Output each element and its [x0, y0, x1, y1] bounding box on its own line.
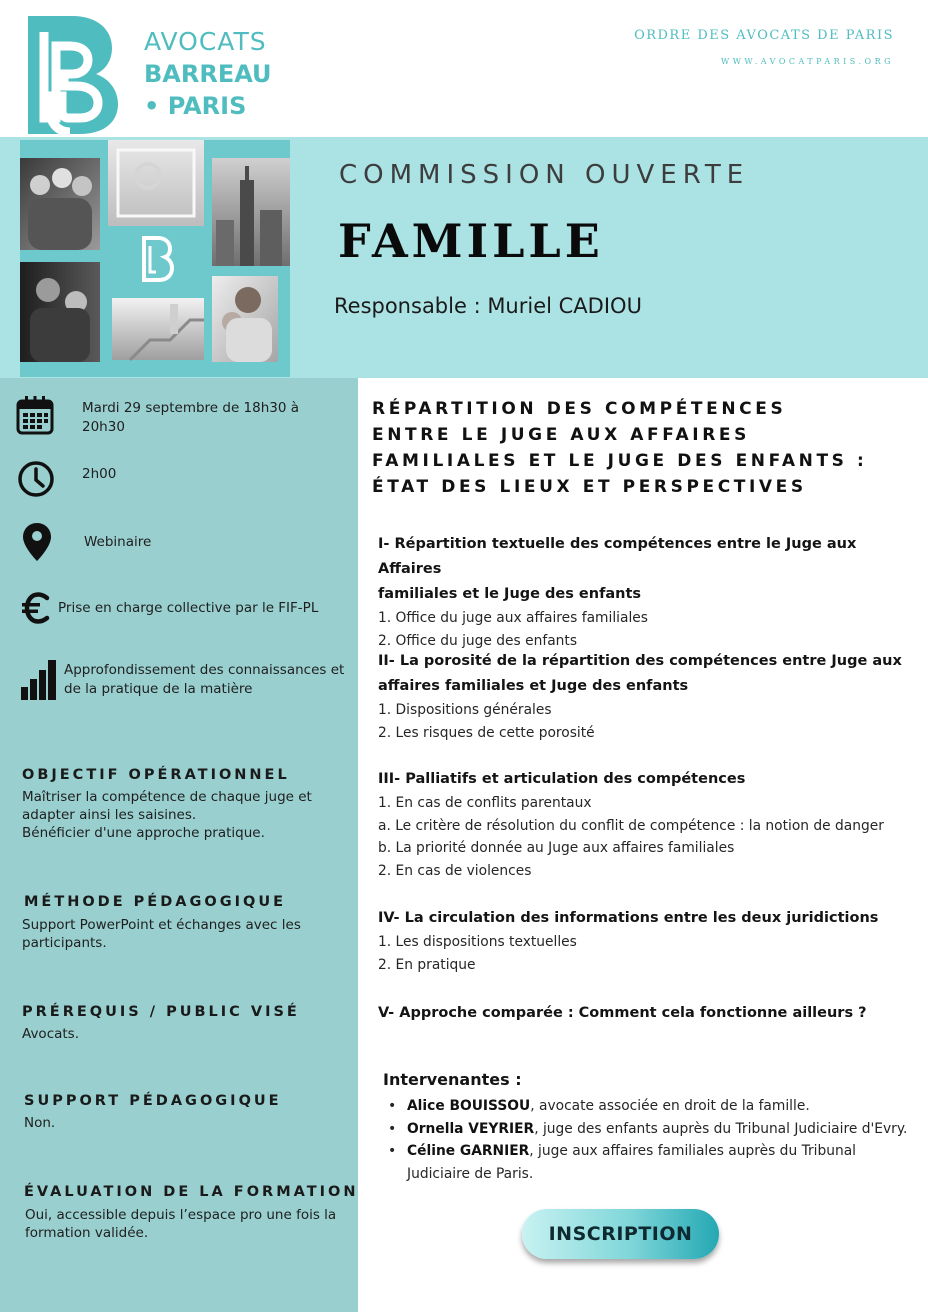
- logo-line-barreau: BARREAU: [144, 60, 272, 88]
- date-line1: Mardi 29 septembre de 18h30 à: [82, 400, 300, 416]
- responsable-label: Responsable : Muriel CADIOU: [334, 294, 642, 318]
- part-heading: IV- La circulation des informations entre les deux juridictions: [378, 910, 879, 926]
- part-heading: II- La porosité de la répartition des compétences entre Juge aux: [378, 653, 902, 669]
- calendar-icon: [16, 395, 54, 435]
- objectif-line: Maîtriser la compétence de chaque juge et: [22, 789, 312, 805]
- methode-title: MÉTHODE PÉDAGOGIQUE: [24, 894, 286, 910]
- level-info: [64, 661, 344, 699]
- part-item: 1. En cas de conflits parentaux: [378, 795, 592, 811]
- prerequis-body: [22, 1025, 79, 1043]
- list-item: [388, 1118, 913, 1141]
- euro-icon: [22, 592, 52, 624]
- program-part-2: [378, 649, 913, 744]
- intervenantes-list: [388, 1095, 913, 1185]
- support-title: SUPPORT PÉDAGOGIQUE: [24, 1093, 282, 1109]
- evaluation-line: Oui, accessible depuis l’espace pro une fois la: [25, 1207, 337, 1223]
- objectif-line: Bénéficier d'une approche pratique.: [22, 825, 265, 841]
- part-heading: familiales et le Juge des enfants: [378, 586, 642, 602]
- sidebar: [0, 378, 358, 1312]
- list-item: [388, 1140, 913, 1185]
- funding-info: Prise en charge collective par le FIF-PL: [58, 600, 319, 616]
- website-link[interactable]: WWW.AVOCATPARIS.ORG: [720, 57, 894, 66]
- program-title-line: RÉPARTITION DES COMPÉTENCES: [372, 399, 787, 419]
- prerequis-title: PRÉREQUIS / PUBLIC VISÉ: [22, 1004, 300, 1020]
- prerequis-line: Avocats.: [22, 1026, 80, 1042]
- date-line2: 20h30: [82, 419, 125, 435]
- collage-b-logo-icon: [144, 238, 172, 280]
- program-title: [372, 396, 892, 500]
- program-title-line: ÉTAT DES LIEUX ET PERSPECTIVES: [372, 477, 807, 497]
- ordre-header: [634, 28, 894, 66]
- support-line: Non.: [24, 1115, 56, 1131]
- speaker-name: Ornella VEYRIER: [407, 1120, 535, 1137]
- list-item: [388, 1095, 913, 1118]
- part-item: 2. Office du juge des enfants: [378, 632, 578, 649]
- evaluation-line: formation validée.: [25, 1225, 149, 1241]
- program-part-3: [378, 767, 913, 882]
- speaker-name: Céline GARNIER: [407, 1143, 530, 1159]
- program-title-line: FAMILIALES ET LE JUGE DES ENFANTS :: [372, 451, 868, 471]
- part-item: 1. Office du juge aux affaires familiales: [378, 610, 648, 626]
- speaker-desc: , juge des enfants auprès du Tribunal Judiciaire d'Evry.: [534, 1120, 908, 1137]
- methode-body: [22, 916, 301, 952]
- objectif-body: [22, 788, 312, 842]
- ordre-name: ORDRE DES AVOCATS DE PARIS: [634, 28, 894, 43]
- location-info: Webinaire: [84, 534, 152, 550]
- level-line2: de la pratique de la matière: [64, 681, 253, 697]
- part-item: 1. Les dispositions textuelles: [378, 934, 577, 950]
- part-item: 1. Dispositions générales: [378, 702, 552, 718]
- part-item: 2. Les risques de cette porosité: [378, 724, 595, 741]
- part-heading: III- Palliatifs et articulation des compétences: [378, 771, 746, 787]
- logo-line-paris: • PARIS: [144, 92, 247, 120]
- part-heading: affaires familiales et Juge des enfants: [378, 678, 689, 694]
- b-logo-icon: [28, 16, 118, 134]
- evaluation-title: ÉVALUATION DE LA FORMATION: [24, 1184, 359, 1200]
- logo-line-avocats: AVOCATS: [144, 27, 267, 56]
- objectif-line: adapter ainsi les saisines.: [22, 807, 197, 823]
- part-item: 2. En pratique: [378, 956, 476, 973]
- support-body: [24, 1114, 55, 1132]
- program-part-4: [378, 906, 913, 976]
- part-item: a. Le critère de résolution du conflit de compétence : la notion de danger: [378, 817, 884, 834]
- part-item: 2. En cas de violences: [378, 862, 532, 879]
- intervenantes-title: Intervenantes :: [383, 1070, 522, 1089]
- program-part-5: [378, 1001, 913, 1026]
- inscription-button[interactable]: INSCRIPTION: [522, 1209, 719, 1259]
- program-part-1: [378, 532, 913, 652]
- evaluation-body: [25, 1206, 336, 1242]
- speaker-name: Alice BOUISSOU: [407, 1098, 531, 1114]
- speaker-desc: , avocate associée en droit de la famille.: [530, 1098, 810, 1114]
- part-heading: V- Approche comparée : Comment cela fonctionne ailleurs ?: [378, 1005, 867, 1021]
- clock-icon: [17, 460, 55, 498]
- commission-label: COMMISSION OUVERTE: [339, 160, 750, 190]
- methode-line: Support PowerPoint et échanges avec les: [22, 917, 301, 933]
- page-title: FAMILLE: [338, 214, 604, 268]
- part-heading: I- Répartition textuelle des compétences entre le Juge aux Affaires: [378, 536, 857, 577]
- duration-info: 2h00: [82, 466, 117, 482]
- location-pin-icon: [22, 522, 52, 562]
- level-line1: Approfondissement des connaissances et: [64, 662, 345, 678]
- logo-wordmark: [144, 26, 272, 122]
- speaker-desc: , juge aux affaires familiales auprès du Tribunal Judiciaire de Paris.: [407, 1143, 857, 1182]
- methode-line: participants.: [22, 935, 107, 951]
- photo-collage: [20, 140, 290, 377]
- program-title-line: ENTRE LE JUGE AUX AFFAIRES: [372, 425, 750, 445]
- collage-photos: [20, 140, 290, 377]
- objectif-title: OBJECTIF OPÉRATIONNEL: [22, 767, 290, 783]
- bar-chart-icon: [20, 657, 58, 701]
- part-item: b. La priorité donnée au Juge aux affaires familiales: [378, 840, 735, 856]
- date-info: [82, 399, 299, 437]
